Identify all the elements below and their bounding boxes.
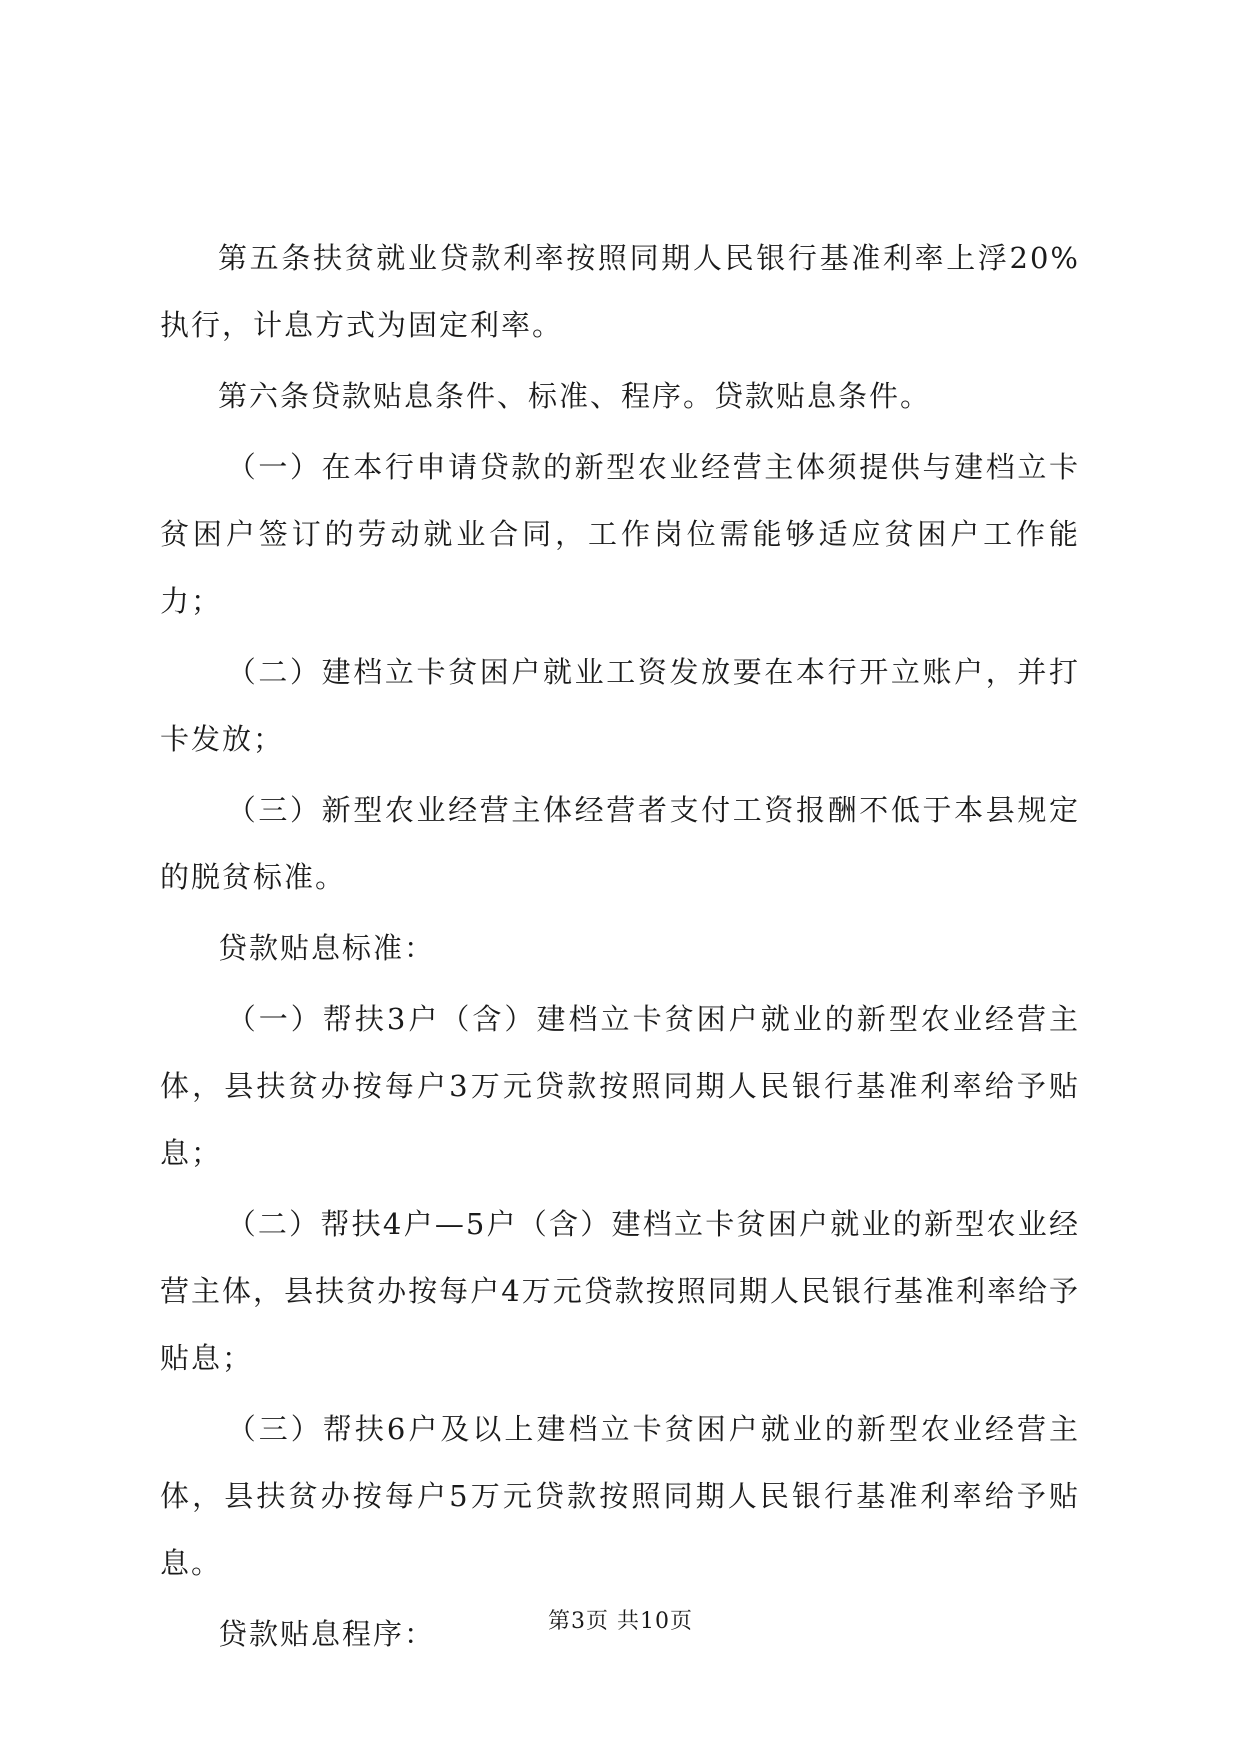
paragraph-article-5: 第五条扶贫就业贷款利率按照同期人民银行基准利率上浮20%执行，计息方式为固定利率。: [160, 241, 1080, 342]
paragraph-standard-3: （三）帮扶6户及以上建档立卡贫困户就业的新型农业经营主体，县扶贫办按每户5万元贷款按照同期人民银行基准利率给予贴息。: [160, 1412, 1080, 1580]
paragraph-standard-2: （二）帮扶4户—5户（含）建档立卡贫困户就业的新型农业经营主体，县扶贫办按每户4万元贷款按照同期人民银行基准利率给予贴息；: [160, 1207, 1080, 1375]
paragraph-condition-2: （二）建档立卡贫困户就业工资发放要在本行开立账户，并打卡发放；: [160, 655, 1080, 756]
document-body: [160, 225, 1080, 1672]
paragraph-condition-1: （一）在本行申请贷款的新型农业经营主体须提供与建档立卡贫困户签订的劳动就业合同，工作岗位需能够适应贫困户工作能力；: [160, 450, 1080, 618]
paragraph-standard-1: （一）帮扶3户（含）建档立卡贫困户就业的新型农业经营主体，县扶贫办按每户3万元贷款按照同期人民银行基准利率给予贴息；: [160, 1002, 1080, 1170]
paragraph-procedure-heading: 贷款贴息程序：: [218, 1617, 436, 1651]
paragraph-article-6: 第六条贷款贴息条件、标准、程序。贷款贴息条件。: [218, 379, 932, 413]
paragraph-condition-3: （三）新型农业经营主体经营者支付工资报酬不低于本县规定的脱贫标准。: [160, 793, 1080, 894]
page-number-footer: 第3页 共10页: [548, 1609, 693, 1634]
paragraph-standard-heading: 贷款贴息标准：: [218, 931, 436, 965]
